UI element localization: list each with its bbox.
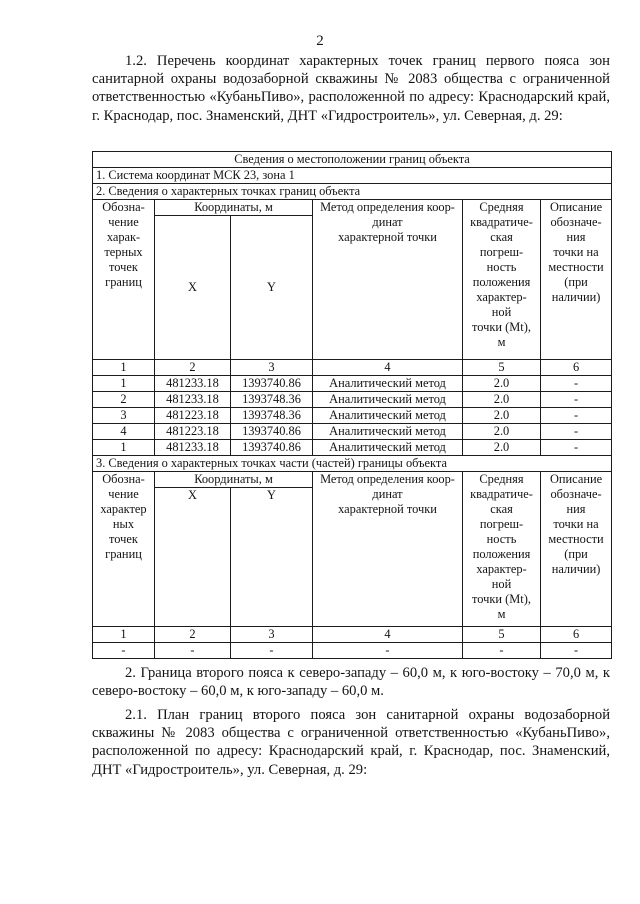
column-number: 4: [313, 627, 463, 643]
column-number: 2: [155, 627, 231, 643]
column-number: 5: [463, 627, 541, 643]
column-number: 6: [541, 360, 612, 376]
header-error: Средняя квадратиче- ская погреш- ность положения характер- ной точки (Mt), м: [463, 472, 541, 627]
coord-y: 1393740.86: [231, 424, 313, 440]
header-coordinates: Координаты, м: [155, 200, 313, 216]
coord-x: 481223.18: [155, 424, 231, 440]
coord-x: 481233.18: [155, 376, 231, 392]
mean-error: 2.0: [463, 376, 541, 392]
point-number: 3: [93, 408, 155, 424]
mean-error: 2.0: [463, 408, 541, 424]
coord-y: 1393748.36: [231, 392, 313, 408]
method: Аналитический метод: [313, 424, 463, 440]
description: -: [541, 424, 612, 440]
second-belt-paragraph: [92, 664, 610, 700]
table-row: [93, 376, 612, 392]
table-row: [93, 424, 612, 440]
header-y: Y: [231, 216, 313, 360]
table-row: [93, 408, 612, 424]
table-row: [93, 440, 612, 456]
intro-paragraph: [92, 52, 610, 125]
method: Аналитический метод: [313, 392, 463, 408]
header-coordinates: Координаты, м: [155, 472, 313, 488]
header-description: Описание обозначе- ния точки на местности (при наличии): [541, 200, 612, 360]
method: Аналитический метод: [313, 376, 463, 392]
coord-x: 481233.18: [155, 392, 231, 408]
header-description: Описание обозначе- ния точки на местности (при наличии): [541, 472, 612, 627]
second-belt-plan-paragraph: [92, 706, 610, 779]
table-row: [93, 392, 612, 408]
header-y: Y: [231, 488, 313, 627]
empty-cell: -: [231, 643, 313, 659]
intro-paragraph-text: 1.2. Перечень координат характерных точек границ первого пояса зон санитарной охраны водозаборной скважины № 2083 общества с ограниченной ответственностью «КубаньПиво», расположенной по адресу: Краснодарский край, г. Краснодар, пос. Знаменский, ДНТ «Гидростроитель», ул. Северная, д. 29:: [92, 53, 610, 124]
empty-cell: -: [93, 643, 155, 659]
header-x: X: [155, 488, 231, 627]
header-x: X: [155, 216, 231, 360]
section-part-boundary-points: 3. Сведения о характерных точках части (частей) границы объекта: [93, 456, 612, 472]
section-boundary-points: 2. Сведения о характерных точках границ объекта: [93, 184, 612, 200]
method: Аналитический метод: [313, 440, 463, 456]
table-title: Сведения о местоположении границ объекта: [93, 152, 612, 168]
section-coordinate-system: 1. Система координат МСК 23, зона 1: [93, 168, 612, 184]
column-number: 6: [541, 627, 612, 643]
mean-error: 2.0: [463, 392, 541, 408]
header-error: Средняя квадратиче- ская погреш- ность положения характер- ной точки (Mt), м: [463, 200, 541, 360]
coord-x: 481233.18: [155, 440, 231, 456]
coordinates-table: [92, 151, 612, 659]
empty-cell: -: [155, 643, 231, 659]
column-number: 1: [93, 627, 155, 643]
table-row-empty: [93, 643, 612, 659]
point-number: 2: [93, 392, 155, 408]
column-number: 1: [93, 360, 155, 376]
column-number: 3: [231, 627, 313, 643]
mean-error: 2.0: [463, 440, 541, 456]
coord-x: 481223.18: [155, 408, 231, 424]
description: -: [541, 376, 612, 392]
coord-y: 1393740.86: [231, 440, 313, 456]
column-numbers-row: [93, 360, 612, 376]
empty-cell: -: [313, 643, 463, 659]
second-belt-text: 2. Граница второго пояса к северо-западу – 60,0 м, к юго-востоку – 70,0 м, к северо-востоку – 60,0 м, к юго-западу – 60,0 м.: [92, 665, 610, 700]
description: -: [541, 408, 612, 424]
coord-y: 1393748.36: [231, 408, 313, 424]
point-number: 1: [93, 440, 155, 456]
point-number: 4: [93, 424, 155, 440]
method: Аналитический метод: [313, 408, 463, 424]
description: -: [541, 392, 612, 408]
header-designation: Обозна- чение характер ных точек границ: [93, 472, 155, 627]
mean-error: 2.0: [463, 424, 541, 440]
point-number: 1: [93, 376, 155, 392]
header-method: Метод определения коор- динат характерной точки: [313, 472, 463, 627]
column-number: 3: [231, 360, 313, 376]
column-number: 5: [463, 360, 541, 376]
description: -: [541, 440, 612, 456]
page-number: 2: [316, 33, 324, 49]
column-number: 2: [155, 360, 231, 376]
empty-cell: -: [541, 643, 612, 659]
second-belt-plan-text: 2.1. План границ второго пояса зон санитарной охраны водозаборной скважины № 2083 общества с ограниченной ответственностью «КубаньПиво», расположенной по адресу: Краснодарский край, г. Краснодар, пос. Знаменский, ДНТ «Гидростроитель», ул. Северная, д. 29:: [92, 707, 610, 778]
column-numbers-row: [93, 627, 612, 643]
coord-y: 1393740.86: [231, 376, 313, 392]
header-method: Метод определения коор- динат характерной точки: [313, 200, 463, 360]
column-number: 4: [313, 360, 463, 376]
header-designation: Обозна- чение харак- терных точек границ: [93, 200, 155, 360]
empty-cell: -: [463, 643, 541, 659]
